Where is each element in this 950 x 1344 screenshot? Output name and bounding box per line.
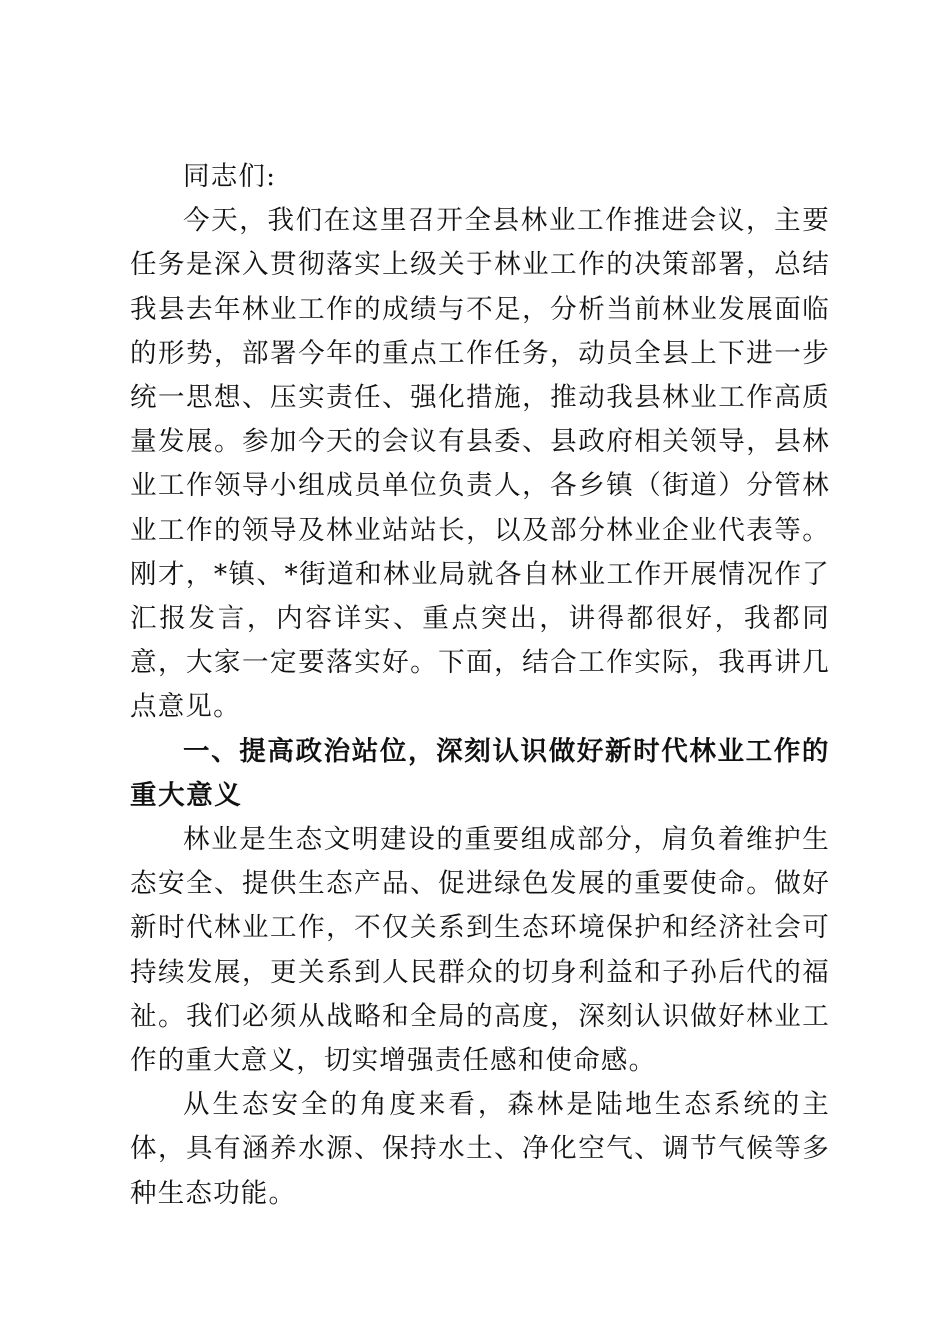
section-heading: 一、提高政治站位，深刻认识做好新时代林业工作的重大意义 xyxy=(130,735,830,811)
salutation: 同志们: xyxy=(183,161,277,192)
opening-paragraph: 今天，我们在这里召开全县林业工作推进会议，主要任务是深入贯彻落实上级关于林业工作的决策部署，总结我县去年林业工作的成绩与不足，分析当前林业发展面临的形势，部署今年的重点工作任务，动员全县上下进一步统一思想、压实责任、强化措施，推动我县林业工作高质量发展。参加今天的会议有县委、县政府相关领导，县林业工作领导小组成员单位负责人，各乡镇（街道）分管林业工作的领导及林业站站长，以及部分林业企业代表等。刚才，*镇、*街道和林业局就各自林业工作开展情况作了汇报发言，内容详实、重点突出，讲得都很好，我都同意，大家一定要落实好。下面，结合工作实际，我再讲几点意见。 xyxy=(130,205,830,723)
document-body xyxy=(130,155,830,1216)
body-paragraph: 林业是生态文明建设的重要组成部分，肩负着维护生态安全、提供生态产品、促进绿色发展的重要使命。做好新时代林业工作，不仅关系到生态环境保护和经济社会可持续发展，更关系到人民群众的切身利益和子孙后代的福祉。我们必须从战略和全局的高度，深刻认识做好林业工作的重大意义，切实增强责任感和使命感。 xyxy=(130,824,830,1077)
body-paragraph: 从生态安全的角度来看，森林是陆地生态系统的主体，具有涵养水源、保持水土、净化空气、调节气候等多种生态功能。 xyxy=(130,1089,830,1209)
